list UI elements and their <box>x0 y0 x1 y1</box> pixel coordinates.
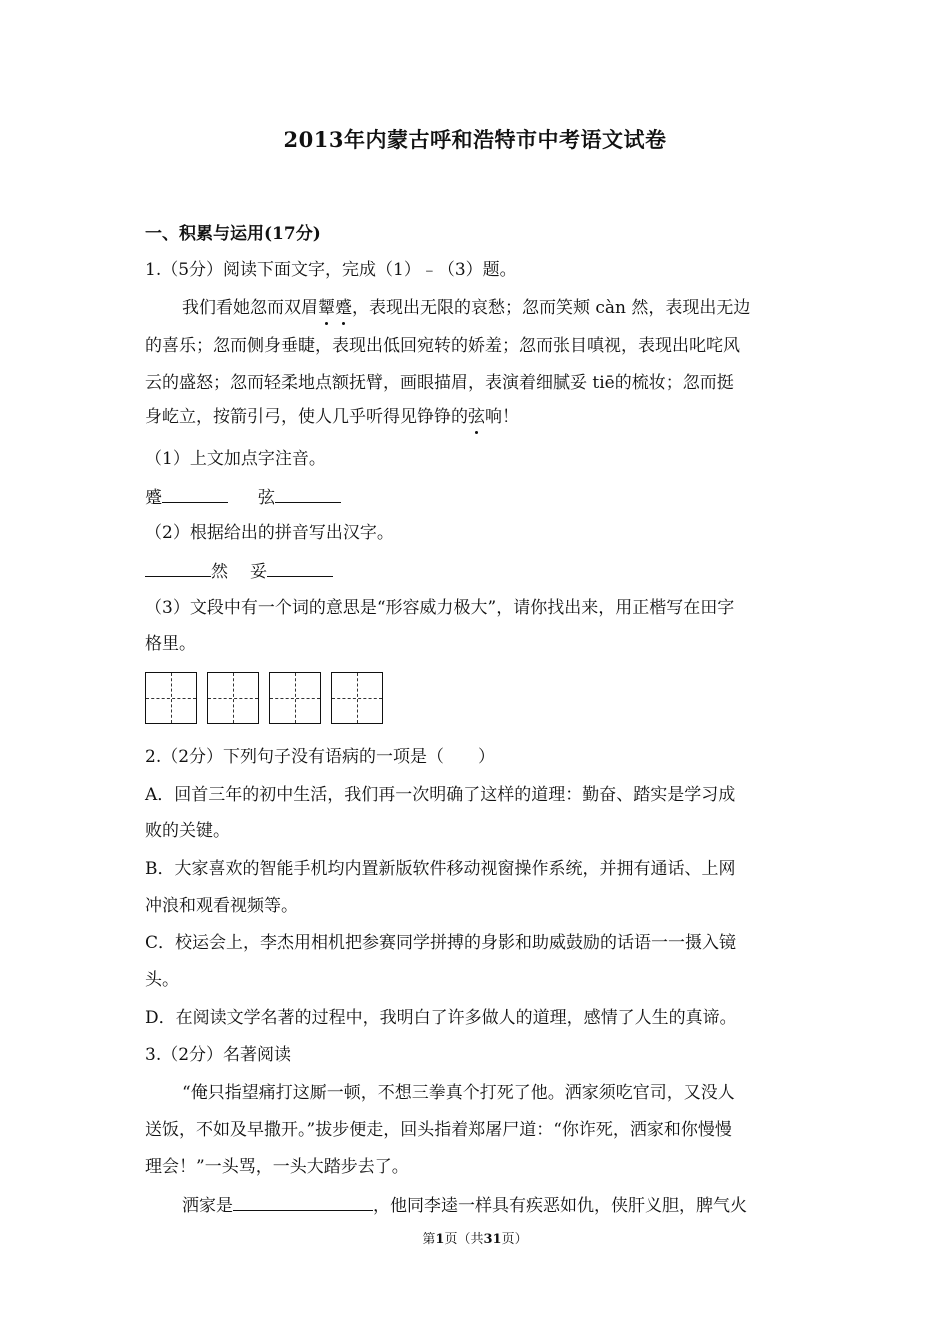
sub-question-3: （3）文段中有一个词的意思是“形容威力极大”，请你找出来，用正楷写在田字 <box>145 598 735 618</box>
tian-grid-cell[interactable] <box>269 672 321 724</box>
question-1-head: 1.（5分）阅读下面文字，完成（1）﹣（3）题。 <box>145 260 517 280</box>
current-page: 1 <box>435 1232 445 1247</box>
option-b: B．大家喜欢的智能手机均内置新版软件移动视窗操作系统，并拥有通话、上网 <box>145 859 736 879</box>
option-a: A．回首三年的初中生活，我们再一次明确了这样的道理：勤奋、踏实是学习成 <box>145 785 736 805</box>
dotted-char: 蹙 <box>335 298 352 318</box>
answer-blank[interactable] <box>275 484 341 503</box>
dotted-char: 弦 <box>468 407 485 427</box>
answer-blank[interactable] <box>145 558 211 577</box>
sub-question-2: （2）根据给出的拼音写出汉字。 <box>145 523 394 543</box>
sub-question-1: （1）上文加点字注音。 <box>145 449 326 469</box>
answer-line-1: 蹙 弦 <box>145 484 341 510</box>
option-d: D．在阅读文学名著的过程中，我明白了许多做人的道理，感情了人生的真谛。 <box>145 1008 737 1028</box>
dotted-char: 颦 <box>318 298 335 318</box>
sub-question-3-cont: 格里。 <box>145 634 196 654</box>
section-heading: 一、积累与运用(17分) <box>145 224 321 244</box>
question-3-head: 3.（2分）名著阅读 <box>145 1045 292 1065</box>
excerpt-line-2: 送饭，不如及早撒开。”拔步便走，回头指着郑屠尸道：“你诈死，洒家和你慢慢 <box>145 1120 732 1140</box>
option-c: C．校运会上，李杰用相机把参赛同学拼搏的身影和助威鼓励的话语一一摄入镜 <box>145 933 737 953</box>
page-title: 2013年内蒙古呼和浩特市中考语文试卷 <box>283 127 667 152</box>
fill-in-line: 洒家是 ，他同李逵一样具有疾恶如仇，侠肝义胆，脾气火 <box>182 1192 747 1218</box>
tian-grid-cell[interactable] <box>207 672 259 724</box>
option-b-cont: 冲浪和观看视频等。 <box>145 896 298 916</box>
option-c-cont: 头。 <box>145 970 179 990</box>
excerpt-line-3: 理会！”一头骂，一头大踏步去了。 <box>145 1157 409 1177</box>
tian-grid <box>145 672 383 724</box>
passage-line-4: 身屹立，按箭引弓，使人几乎听得见铮铮的弦响！ <box>145 407 519 427</box>
option-a-cont: 败的关键。 <box>145 821 230 841</box>
answer-blank[interactable] <box>162 484 228 503</box>
answer-blank[interactable] <box>267 558 333 577</box>
excerpt-line-1: “俺只指望痛打这厮一顿，不想三拳真个打死了他。洒家须吃官司，又没人 <box>182 1083 735 1103</box>
answer-blank[interactable] <box>233 1192 373 1211</box>
passage-line-2: 的喜乐；忽而侧身垂睫，表现出低回宛转的娇羞；忽而张目嗔视，表现出叱咤风 <box>145 336 740 356</box>
tian-grid-cell[interactable] <box>145 672 197 724</box>
answer-line-2: 然 妥 <box>145 558 333 584</box>
total-pages: 31 <box>483 1232 502 1247</box>
page-footer: 第1页（共31页） <box>422 1232 528 1247</box>
tian-grid-cell[interactable] <box>331 672 383 724</box>
passage-line-1: 我们看她忽而双眉颦蹙，表现出无限的哀愁；忽而笑颊 càn 然，表现出无边 <box>182 298 751 318</box>
question-2-head: 2.（2分）下列句子没有语病的一项是（ ） <box>145 747 496 767</box>
passage-line-3: 云的盛怒；忽而轻柔地点额抚臂，画眼描眉，表演着细腻妥 tiē的梳妆；忽而挺 <box>145 373 734 393</box>
